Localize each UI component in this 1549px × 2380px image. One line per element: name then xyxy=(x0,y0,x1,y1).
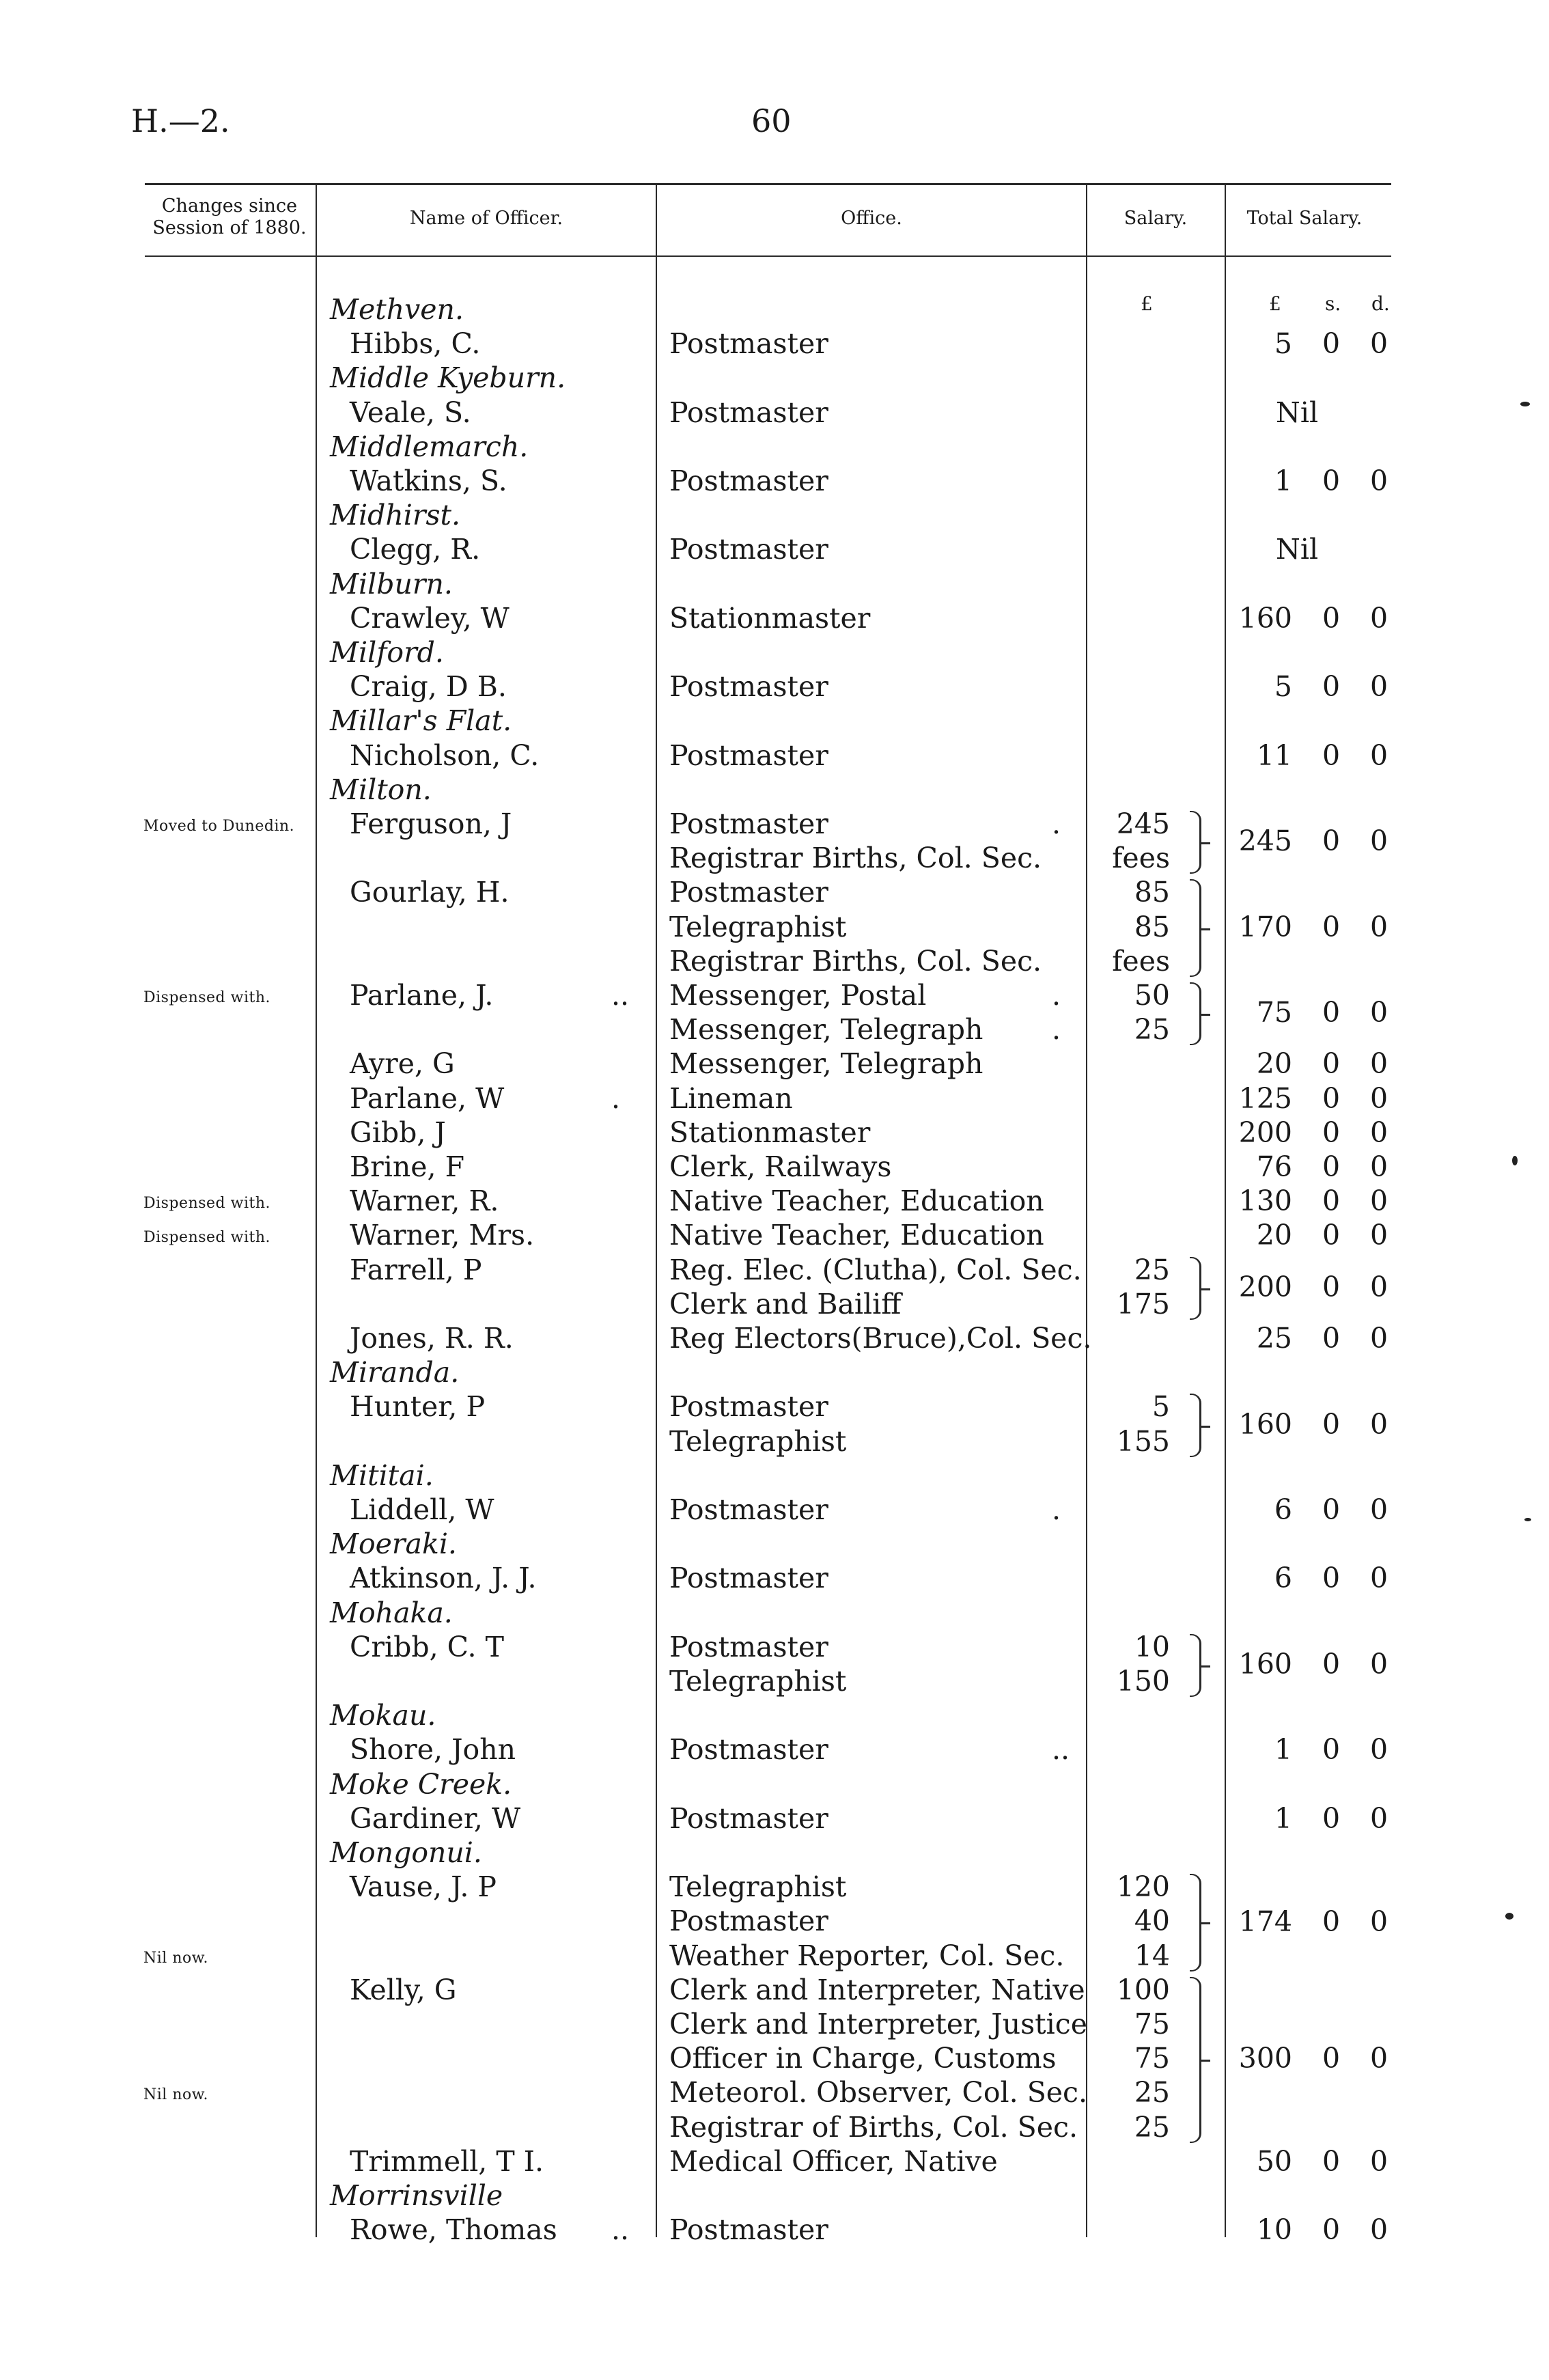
office-title: Postmaster xyxy=(669,1562,828,1595)
salary-brace xyxy=(1190,1257,1201,1320)
office-title: Registrar Births, Col. Sec. xyxy=(669,842,1042,875)
officer-name: Veale, S. xyxy=(350,396,471,429)
table-row xyxy=(0,2144,1549,2178)
table-row xyxy=(0,1253,1549,1287)
officer-name: Clegg, R. xyxy=(350,533,481,566)
office-title: Native Teacher, Education xyxy=(669,1185,1044,1218)
salary-value: 25 xyxy=(1134,2076,1170,2109)
place-heading: Miranda. xyxy=(330,1356,460,1389)
office-title: Reg. Elec. (Clutha), Col. Sec. xyxy=(669,1253,1082,1286)
office-title: Registrar of Births, Col. Sec. xyxy=(669,2110,1078,2144)
salary-brace xyxy=(1190,1874,1201,1971)
table-row xyxy=(0,292,1549,327)
leader-dots: . xyxy=(1052,979,1061,1012)
table-row xyxy=(0,1561,1549,1595)
table-row xyxy=(0,1698,1549,1732)
total-pence: 0 xyxy=(1370,2144,1388,2178)
margin-speck xyxy=(1512,1156,1518,1165)
salary-value: 25 xyxy=(1134,1013,1170,1047)
office-title: Medical Officer, Native xyxy=(669,2144,998,2178)
total-pounds: 130 xyxy=(1238,1185,1292,1218)
salary-value: 14 xyxy=(1134,1939,1170,1972)
table-row xyxy=(0,532,1549,566)
place-heading: Milburn. xyxy=(330,567,453,600)
salary-value: 100 xyxy=(1116,1973,1170,2006)
total-pounds: 50 xyxy=(1256,2144,1292,2178)
salary-brace xyxy=(1190,1634,1201,1697)
table-row xyxy=(0,635,1549,669)
table-row xyxy=(0,1493,1549,1527)
salary-value: 85 xyxy=(1134,876,1170,909)
place-heading: Middle Kyeburn. xyxy=(330,361,566,395)
office-title: Clerk and Bailiff xyxy=(669,1287,902,1320)
officer-name: Atkinson, J. J. xyxy=(350,1562,537,1595)
table-row xyxy=(0,704,1549,738)
office-title: Weather Reporter, Col. Sec. xyxy=(669,1939,1065,1972)
col-heading-name: Name of Officer. xyxy=(409,208,563,229)
table-row xyxy=(0,1424,1549,1458)
table-row xyxy=(0,1150,1549,1184)
col-heading-total: Total Salary. xyxy=(1246,208,1363,229)
total-pounds: 200 xyxy=(1238,1116,1292,1149)
table-row xyxy=(0,773,1549,807)
officer-name: Kelly, G xyxy=(350,1973,457,2006)
table-row xyxy=(0,944,1549,978)
office-title: Clerk, Railways xyxy=(669,1150,892,1183)
table-row xyxy=(0,841,1549,875)
officer-name: Gourlay, H. xyxy=(350,876,510,909)
table-row xyxy=(0,361,1549,395)
office-title: Postmaster xyxy=(669,807,828,840)
margin-speck xyxy=(1520,402,1530,406)
table-row xyxy=(0,1664,1549,1698)
office-title: Messenger, Telegraph xyxy=(669,1013,983,1047)
total-pence: 0 xyxy=(1370,1150,1388,1183)
table-row xyxy=(0,1732,1549,1767)
office-title: Postmaster xyxy=(669,2213,828,2247)
total-pence: 0 xyxy=(1370,2042,1388,2075)
total-pounds: 5 xyxy=(1274,670,1292,704)
officer-name: Hunter, P xyxy=(350,1390,486,1424)
place-heading: Milford. xyxy=(330,636,444,669)
table-row xyxy=(0,1939,1549,1973)
office-title: Meteorol. Observer, Col. Sec. xyxy=(669,2076,1088,2109)
officer-name: Parlane, W xyxy=(350,1081,505,1115)
salary-brace xyxy=(1190,879,1201,977)
table-row xyxy=(0,498,1549,532)
place-heading: Milton. xyxy=(330,773,432,806)
total-pounds: 25 xyxy=(1256,1322,1292,1355)
salary-value: 120 xyxy=(1116,1870,1170,1904)
total-pence: 0 xyxy=(1370,996,1388,1029)
table-row xyxy=(0,1904,1549,1938)
officer-name: Vause, J. P xyxy=(350,1870,497,1904)
office-title: Native Teacher, Education xyxy=(669,1219,1044,1252)
total-shillings: 0 xyxy=(1322,2042,1341,2075)
total-pence: 0 xyxy=(1370,327,1388,361)
total-shillings: 0 xyxy=(1322,1648,1341,1680)
officer-name: Rowe, Thomas xyxy=(350,2213,557,2247)
table-row xyxy=(0,601,1549,635)
salary-value: 155 xyxy=(1116,1424,1170,1458)
leader-dots: . xyxy=(611,1081,621,1115)
total-pounds: 76 xyxy=(1256,1150,1292,1183)
office-title: Postmaster xyxy=(669,465,828,497)
total-pounds: 6 xyxy=(1274,1562,1292,1595)
table-row xyxy=(0,1973,1549,2007)
table-row xyxy=(0,1218,1549,1252)
office-title: Clerk and Interpreter, Justice xyxy=(669,2008,1087,2040)
table-row xyxy=(0,1596,1549,1630)
place-heading: Midhirst. xyxy=(330,499,461,532)
change-note: Dispensed with. xyxy=(143,989,270,1006)
table-row xyxy=(0,2110,1549,2144)
salary-brace xyxy=(1190,982,1201,1045)
margin-speck xyxy=(1505,1913,1513,1920)
total-shillings: 0 xyxy=(1322,1081,1341,1115)
officer-name: Gibb, J xyxy=(350,1116,446,1149)
total-pence: 0 xyxy=(1370,1648,1388,1680)
table-row xyxy=(0,1184,1549,1218)
office-title: Stationmaster xyxy=(669,601,871,635)
table-row xyxy=(0,807,1549,841)
officer-name: Warner, Mrs. xyxy=(350,1219,535,1252)
place-heading: Middlemarch. xyxy=(330,430,529,463)
total-pounds: 245 xyxy=(1238,825,1292,858)
total-shillings: 0 xyxy=(1322,1493,1341,1526)
col-heading-changes-line1: Changes since xyxy=(161,195,298,217)
table-row xyxy=(0,875,1549,909)
office-title: Postmaster xyxy=(669,876,828,909)
total-pounds: 170 xyxy=(1238,910,1292,943)
total-shillings: 0 xyxy=(1322,1150,1341,1183)
change-note: Dispensed with. xyxy=(143,1195,270,1213)
total-pounds: 6 xyxy=(1274,1493,1292,1526)
office-title: Postmaster xyxy=(669,738,828,772)
office-title: Telegraphist xyxy=(669,1665,847,1698)
col-heading-office: Office. xyxy=(841,208,902,229)
salary-value: 50 xyxy=(1134,979,1170,1012)
total-pence: 0 xyxy=(1370,1733,1388,1767)
change-note: Nil now. xyxy=(143,1949,208,1967)
total-shillings: 0 xyxy=(1322,910,1341,943)
officer-name: Jones, R. R. xyxy=(350,1322,514,1355)
table-row xyxy=(0,1081,1549,1116)
officer-name: Warner, R. xyxy=(350,1185,499,1218)
total-shillings: 0 xyxy=(1322,1407,1341,1441)
office-title: Postmaster xyxy=(669,533,828,566)
total-shillings: 0 xyxy=(1322,327,1341,361)
office-title: Postmaster xyxy=(669,1733,828,1767)
salary-value: 175 xyxy=(1116,1287,1170,1320)
salary-value: 150 xyxy=(1116,1665,1170,1698)
salary-value: 40 xyxy=(1134,1905,1170,1938)
salary-value: fees xyxy=(1112,842,1170,875)
table-row xyxy=(0,1630,1549,1664)
table-row xyxy=(0,430,1549,464)
table-row xyxy=(0,738,1549,773)
table-row xyxy=(0,2007,1549,2041)
leader-dots: .. xyxy=(611,2213,630,2247)
table-row xyxy=(0,1870,1549,1904)
total-shillings: 0 xyxy=(1322,1733,1341,1767)
salary-value: 75 xyxy=(1134,2008,1170,2040)
table-row xyxy=(0,396,1549,430)
total-nil: Nil xyxy=(1276,533,1319,566)
col-heading-changes-line2: Session of 1880. xyxy=(152,217,307,238)
total-pence: 0 xyxy=(1370,1081,1388,1115)
table-row xyxy=(0,1527,1549,1561)
office-title: Postmaster xyxy=(669,1630,828,1663)
place-heading: Mongonui. xyxy=(330,1836,482,1869)
leader-dots: .. xyxy=(611,979,630,1012)
table-row xyxy=(0,464,1549,498)
salary-value: 25 xyxy=(1134,2110,1170,2144)
office-title: Messenger, Postal xyxy=(669,979,927,1012)
total-pounds: 11 xyxy=(1256,738,1292,772)
total-shillings: 0 xyxy=(1322,738,1341,772)
officer-name: Parlane, J. xyxy=(350,979,494,1012)
page-header-code: H.—2. xyxy=(131,102,230,139)
leader-dots: . xyxy=(1052,1493,1061,1526)
change-note: Moved to Dunedin. xyxy=(143,818,295,835)
office-title: Officer in Charge, Customs xyxy=(669,2042,1057,2075)
total-pence: 0 xyxy=(1370,1493,1388,1526)
total-pence: 0 xyxy=(1370,1407,1388,1441)
col-heading-salary: Salary. xyxy=(1124,208,1188,229)
place-heading: Moeraki. xyxy=(330,1527,457,1561)
table-row xyxy=(0,567,1549,601)
office-title: Telegraphist xyxy=(669,1870,847,1904)
salary-brace xyxy=(1190,1394,1201,1456)
total-pence: 0 xyxy=(1370,1905,1388,1938)
salary-value: 5 xyxy=(1152,1390,1170,1424)
total-shillings: 0 xyxy=(1322,1562,1341,1595)
leader-dots: .. xyxy=(1052,1733,1070,1767)
total-pounds: 20 xyxy=(1256,1047,1292,1081)
total-pence: 0 xyxy=(1370,670,1388,704)
officer-name: Brine, F xyxy=(350,1150,465,1183)
office-title: Postmaster xyxy=(669,1801,828,1835)
office-title: Reg Electors(Bruce),Col. Sec. xyxy=(669,1322,1092,1355)
total-pence: 0 xyxy=(1370,2213,1388,2247)
officer-name: Liddell, W xyxy=(350,1493,494,1526)
officer-name: Crawley, W xyxy=(350,601,510,635)
officer-name: Watkins, S. xyxy=(350,465,507,497)
salary-unit: £ xyxy=(1141,292,1153,315)
total-unit-shillings: s. xyxy=(1325,292,1341,315)
place-heading: Methven. xyxy=(330,293,464,326)
total-shillings: 0 xyxy=(1322,1116,1341,1149)
officer-name: Gardiner, W xyxy=(350,1801,521,1835)
total-shillings: 0 xyxy=(1322,1185,1341,1218)
officer-name: Ayre, G xyxy=(350,1047,455,1081)
officer-name: Hibbs, C. xyxy=(350,327,481,361)
total-shillings: 0 xyxy=(1322,1270,1341,1303)
total-pounds: 125 xyxy=(1238,1081,1292,1115)
total-pounds: 1 xyxy=(1274,465,1292,497)
total-pence: 0 xyxy=(1370,1047,1388,1081)
total-pence: 0 xyxy=(1370,825,1388,858)
office-title: Postmaster xyxy=(669,327,828,361)
officer-name: Shore, John xyxy=(350,1733,516,1767)
total-shillings: 0 xyxy=(1322,670,1341,704)
total-pence: 0 xyxy=(1370,1116,1388,1149)
total-shillings: 0 xyxy=(1322,1219,1341,1252)
total-pence: 0 xyxy=(1370,465,1388,497)
header-bottom-rule xyxy=(145,255,1391,257)
table-row xyxy=(0,327,1549,361)
total-unit-pence: d. xyxy=(1371,292,1390,315)
table-row xyxy=(0,1355,1549,1389)
total-shillings: 0 xyxy=(1322,1801,1341,1835)
total-pounds: 200 xyxy=(1238,1270,1292,1303)
place-heading: Morrinsville xyxy=(330,2179,503,2212)
place-heading: Mohaka. xyxy=(330,1596,453,1629)
total-pounds: 300 xyxy=(1238,2042,1292,2075)
total-shillings: 0 xyxy=(1322,825,1341,858)
table-row xyxy=(0,1389,1549,1424)
office-title: Postmaster xyxy=(669,1390,828,1424)
total-shillings: 0 xyxy=(1322,2144,1341,2178)
total-pounds: 174 xyxy=(1238,1905,1292,1938)
table-row xyxy=(0,1047,1549,1081)
total-pence: 0 xyxy=(1370,738,1388,772)
salary-value: 245 xyxy=(1116,807,1170,840)
total-shillings: 0 xyxy=(1322,1322,1341,1355)
place-heading: Millar's Flat. xyxy=(330,704,512,738)
salary-value: 85 xyxy=(1134,910,1170,943)
salary-brace xyxy=(1190,1977,1201,2143)
total-pence: 0 xyxy=(1370,601,1388,635)
total-pounds: 1 xyxy=(1274,1733,1292,1767)
place-heading: Mokau. xyxy=(330,1699,436,1732)
office-title: Registrar Births, Col. Sec. xyxy=(669,944,1042,978)
total-pence: 0 xyxy=(1370,910,1388,943)
table-row xyxy=(0,2178,1549,2213)
total-pence: 0 xyxy=(1370,1185,1388,1218)
salary-value: 25 xyxy=(1134,1253,1170,1286)
office-title: Stationmaster xyxy=(669,1116,871,1149)
table-row xyxy=(0,2213,1549,2247)
total-pence: 0 xyxy=(1370,1801,1388,1835)
table-row xyxy=(0,2041,1549,2075)
office-title: Messenger, Telegraph xyxy=(669,1047,983,1081)
table-row xyxy=(0,669,1549,704)
officer-name: Ferguson, J xyxy=(350,807,512,840)
total-pence: 0 xyxy=(1370,1219,1388,1252)
total-shillings: 0 xyxy=(1322,601,1341,635)
change-note: Dispensed with. xyxy=(143,1229,270,1247)
total-pounds: 20 xyxy=(1256,1219,1292,1252)
page-number: 60 xyxy=(751,102,792,139)
office-title: Postmaster xyxy=(669,1905,828,1938)
total-pence: 0 xyxy=(1370,1562,1388,1595)
total-shillings: 0 xyxy=(1322,1905,1341,1938)
officer-name: Nicholson, C. xyxy=(350,738,540,772)
table-row xyxy=(0,1116,1549,1150)
table-row xyxy=(0,1801,1549,1836)
total-pounds: 1 xyxy=(1274,1801,1292,1835)
total-pounds: 160 xyxy=(1238,1407,1292,1441)
change-note: Nil now. xyxy=(143,2086,208,2104)
table-row xyxy=(0,1012,1549,1047)
salary-brace xyxy=(1190,811,1201,874)
table-row xyxy=(0,1767,1549,1801)
total-nil: Nil xyxy=(1276,396,1319,429)
header-top-rule xyxy=(145,183,1391,185)
table-row xyxy=(0,910,1549,944)
office-title: Clerk and Interpreter, Native xyxy=(669,1973,1085,2006)
col-heading-changes xyxy=(145,195,314,239)
place-heading: Moke Creek. xyxy=(330,1767,512,1801)
total-shillings: 0 xyxy=(1322,1047,1341,1081)
total-shillings: 0 xyxy=(1322,996,1341,1029)
office-title: Postmaster xyxy=(669,1493,828,1526)
total-unit-pounds: £ xyxy=(1269,292,1281,315)
total-pounds: 10 xyxy=(1256,2213,1292,2247)
table-row xyxy=(0,1836,1549,1870)
office-title: Telegraphist xyxy=(669,1424,847,1458)
total-pounds: 160 xyxy=(1238,1648,1292,1680)
office-title: Postmaster xyxy=(669,670,828,704)
officer-name: Farrell, P xyxy=(350,1253,482,1286)
salary-value: fees xyxy=(1112,944,1170,978)
total-pounds: 5 xyxy=(1274,327,1292,361)
office-title: Telegraphist xyxy=(669,910,847,943)
salary-value: 10 xyxy=(1134,1630,1170,1663)
table-row xyxy=(0,2075,1549,2109)
total-pounds: 75 xyxy=(1256,996,1292,1029)
officer-name: Trimmell, T I. xyxy=(350,2144,544,2178)
salary-value: 75 xyxy=(1134,2042,1170,2075)
total-pounds: 160 xyxy=(1238,601,1292,635)
leader-dots: . xyxy=(1052,1013,1061,1047)
table-row xyxy=(0,978,1549,1012)
officer-name: Cribb, C. T xyxy=(350,1630,504,1663)
table-row xyxy=(0,1287,1549,1321)
leader-dots: . xyxy=(1052,807,1061,840)
total-shillings: 0 xyxy=(1322,2213,1341,2247)
table-row xyxy=(0,1321,1549,1355)
total-shillings: 0 xyxy=(1322,465,1341,497)
total-pence: 0 xyxy=(1370,1322,1388,1355)
place-heading: Mititai. xyxy=(330,1458,434,1492)
office-title: Lineman xyxy=(669,1081,793,1115)
margin-speck xyxy=(1524,1518,1531,1521)
officer-name: Craig, D B. xyxy=(350,670,507,704)
office-title: Postmaster xyxy=(669,396,828,429)
table-row xyxy=(0,1458,1549,1493)
total-pence: 0 xyxy=(1370,1270,1388,1303)
